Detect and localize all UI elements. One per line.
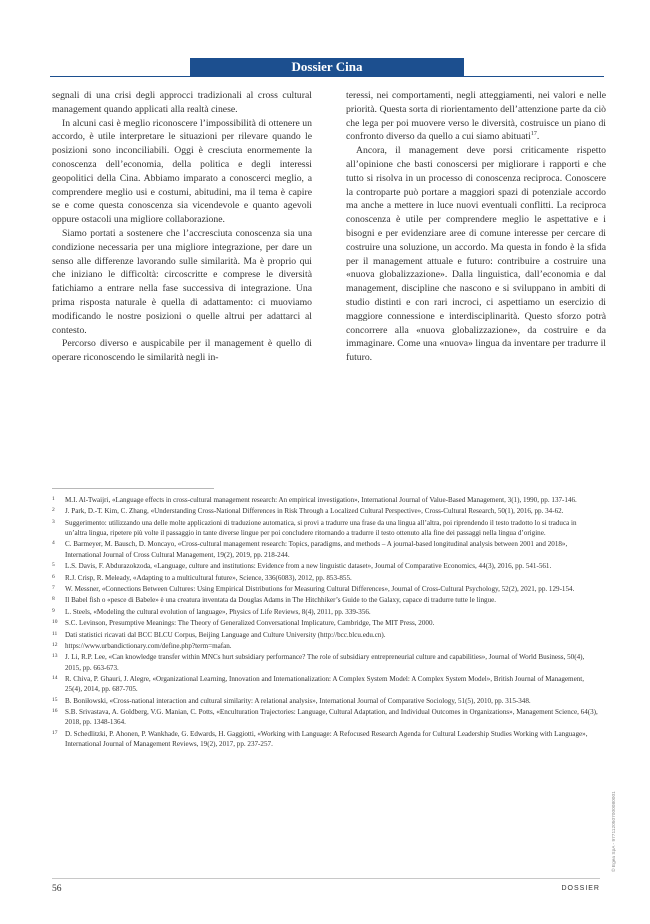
left-column xyxy=(52,89,312,365)
footnote-number: 8 xyxy=(52,596,55,603)
footnote-item xyxy=(52,518,600,539)
footnote-text: J. Li, R.P. Lee, «Can knowledge transfer within MNCs hurt subsidiary performance? The role of subsidiary entrepreneurial culture and capabilities», Journal of World Business, 50(4), 2015, pp. 663-673. xyxy=(65,653,585,672)
footnote-item xyxy=(52,641,600,651)
footnote-text: B. Boniłowski, «Cross-national interaction and cultural similarity: A relational analysis», International Journal of Comparative Sociology, 51(5), 2010, pp. 315-348. xyxy=(65,696,531,705)
footnote-item xyxy=(52,595,600,605)
paragraph: In alcuni casi è meglio riconoscere l’impossibilità di ottenere un accordo, è utile interpretare le situazioni per rilevare quando le posizioni sono inconciliabili. Oggi è cresciuta enormemente la conoscenza dell’economia, della politica e degli interessi geopolitici della Cina. Abbiamo imparato a conoscerci meglio, a comprendere meglio usi e costumi, abitudini, ma il tema è capire se e come questa conoscenza sia vicendevole e quanto agevoli oppure ostacoli una migliore collaborazione. xyxy=(52,117,312,226)
footnote-text: S.C. Levinson, Presumptive Meanings: The Theory of Generalized Conversational Implicature, Cambridge, The MIT Press, 2000. xyxy=(65,619,435,628)
footnote-item xyxy=(52,561,600,571)
footnote-number: 16 xyxy=(52,708,58,715)
footnote-item xyxy=(52,618,600,628)
footnote-number: 13 xyxy=(52,653,58,660)
header-rule xyxy=(50,76,604,77)
footnote-text: L.S. Davis, F. Abdurazokzoda, «Language, culture and institutions: Evidence from a new linguistic dataset», Journal of Comparative Economics, 44(3), 2016, pp. 541-561. xyxy=(65,562,552,571)
footnote-number: 11 xyxy=(52,630,58,637)
footnote-item xyxy=(52,674,600,695)
footnote-item xyxy=(52,539,600,560)
copyright-notice: © Egea SpA - 9771120507000080001 xyxy=(612,791,617,872)
footer-section-label: DOSSIER xyxy=(561,885,600,892)
footnote-number: 2 xyxy=(52,507,55,514)
paragraph-text: teressi, nei comportamenti, negli atteggiamenti, nei valori e nelle priorità. Questa sorta di riorientamento dell’attenzione parte da ciò che lega per poi muovere verso le diversità, costruisce un piano di confronto diverso da quello a cui siamo abituati xyxy=(346,90,606,143)
footnote-text: C. Barmeyer, M. Bausch, D. Moncayo, «Cross-cultural management research: Topics, paradigms, and methods – A journal-based longitudinal analysis between 2001 and 2018», International Journal of Cross Cultural Management, 19(2), 2019, pp. 218-244. xyxy=(65,540,568,559)
page-number: 56 xyxy=(52,884,62,894)
paragraph: segnali di una crisi degli approcci tradizionali al cross cultural management quando applicati alla realtà cinese. xyxy=(52,90,312,115)
footnote-number: 3 xyxy=(52,518,55,525)
footnote-item xyxy=(52,495,600,505)
section-header xyxy=(190,58,464,76)
footnote-number: 17 xyxy=(52,729,58,736)
footnote-number: 5 xyxy=(52,562,55,569)
right-column xyxy=(346,89,606,365)
footnote-text: Dati statistici ricavati dal BCC BLCU Corpus, Beijing Language and Culture University (http://bcc.blcu.edu.cn). xyxy=(65,630,386,639)
paragraph: Siamo portati a sostenere che l’accresciuta conoscenza sia una condizione necessaria per una migliore integrazione, per dare un senso alle differenze lavorando sulle similarità. Ma è proprio qui che iniziano le difficoltà: circoscritte e comprese le diversità fatichiamo a entrare nella fase successiva di integrazione. Una prima risposta naturale è quella di adattamento: ci muoviamo modificando le nostre posizioni o quelle altrui per adattarci al contesto. xyxy=(52,227,312,336)
paragraph: Percorso diverso e auspicabile per il management è quello di operare riconoscendo le similarità negli in- xyxy=(52,338,312,364)
footnote-number: 7 xyxy=(52,584,55,591)
footnote-number: 14 xyxy=(52,674,58,681)
footnote-text: J. Park, D.-T. Kim, C. Zhang, «Understanding Cross-National Differences in Risk Through a Localized Cultural Perspective», Cross-Cultural Research, 50(1), 2016, pp. 34-62. xyxy=(65,507,564,516)
footnote-text: https://www.urbandictionary.com/define.php?term=mafan. xyxy=(65,641,232,650)
footnote-item xyxy=(52,584,600,594)
paragraph: Ancora, il management deve porsi criticamente rispetto all’opinione che basti conoscersi per migliorare i rapporti e che tutto si risolva in un processo di conoscenza reciproca. Conoscere la controparte può portare a maggiori spazi di potenziale accordo ma anche a mettere in luce nuovi eventuali conflitti. La reciproca conoscenza è utile per comprendere meglio le aspettative e i bisogni e per evidenziare aree di comune interesse per cercare di costruire una soluzione, un accordo. Ma questa in fondo è la sfida per il management attuale e futuro: contribuire a costruire una «nuova globalizzazione». Dalla linguistica, dall’economia e dal management, discipline che nascono e si sviluppano in ambiti di studio distinti e con rari incroci, ci aspettiamo un esercizio di maggiore connessione e interdisciplinarità. Questo sforzo potrà concorrere alla «nuova globalizzazione», da costruire e da immaginare. Come una «nuova» lingua da inventare per tradurre il futuro. xyxy=(346,145,606,364)
footnote-item xyxy=(52,707,600,728)
paragraph-end: . xyxy=(536,131,540,143)
footnote-text: Il Babel fish o «pesce di Babele» è una creatura inventata da Douglas Adams in The Hitchhiker’s Guide to the Galaxy, capace di tradurre tutte le lingue. xyxy=(65,596,497,605)
footnote-text: R.J. Crisp, R. Meleady, «Adapting to a multicultural future», Science, 336(6083), 2012, pp. 853-855. xyxy=(65,573,352,582)
footnote-item xyxy=(52,506,600,516)
footnote-ref[interactable]: 17 xyxy=(530,131,537,138)
footnote-item xyxy=(52,652,600,673)
footnote-item xyxy=(52,607,600,617)
footnote-number: 6 xyxy=(52,573,55,580)
footnote-number: 1 xyxy=(52,496,55,502)
footnote-item xyxy=(52,729,600,750)
footnote-item xyxy=(52,630,600,640)
footnote-text: M.I. Al-Twaijri, «Language effects in cross-cultural management research: An empirical investigation», International Journal of Value-Based Management, 3(1), 1990, pp. 137-146. xyxy=(65,496,577,504)
footnote-number: 12 xyxy=(52,641,58,648)
section-header-title: Dossier Cina xyxy=(291,59,363,74)
footnote-text: L. Steels, «Modeling the cultural evolution of language», Physics of Life Reviews, 8(4), 2011, pp. 339-356. xyxy=(65,607,371,616)
footnote-text: W. Messner, «Connections Between Cultures: Using Empirical Distributions for Measuring Cultural Differences», Journal of Cross-Cultural Psychology, 52(2), 2021, pp. 129-154. xyxy=(65,584,575,593)
footnote-text: D. Schedlitzki, P. Ahonen, P. Wankhade, G. Edwards, H. Gaggiotti, «Working with Language: A Refocused Research Agenda for Cultural Leadership Studies Working with Language», International Journal of Management Reviews, 19(2), 2017, pp. 237-257. xyxy=(65,729,588,749)
footnote-item xyxy=(52,696,600,706)
footnote-divider xyxy=(52,488,214,489)
footnote-item xyxy=(52,573,600,583)
footer-rule xyxy=(52,878,600,879)
footnote-text: S.B. Srivastava, A. Goldberg, V.G. Manian, C. Potts, «Enculturation Trajectories: Language, Cultural Adaptation, and Individual Outcomes in Organizations», Management Science, 64(3), 2018, pp. 1348-1364. xyxy=(65,708,598,727)
footnotes xyxy=(52,495,600,750)
footnote-number: 10 xyxy=(52,619,58,626)
footnote-number: 15 xyxy=(52,696,58,703)
footnote-number: 4 xyxy=(52,540,55,547)
footnote-number: 9 xyxy=(52,607,55,614)
footnote-text: R. Chiva, P. Ghauri, J. Alegre, «Organizational Learning, Innovation and Internationalization: A Complex System Model: A Complex System Model», British Journal of Management, 25(4), 2014, pp. 687-705. xyxy=(65,674,585,694)
paragraph xyxy=(346,89,606,144)
footnote-text: Suggerimento: utilizzando una delle molte applicazioni di traduzione automatica, si provi a tradurre una frase da una lingua all’altra, poi riprendendo il testo tradotto lo si traduca in un’altra lingua, ripetere più volte il passaggio in tante diverse lingue per poi concludere ritornando a tradurre il testo ottenuto alla fine dei passaggi nella lingua d’origine. xyxy=(65,518,577,538)
